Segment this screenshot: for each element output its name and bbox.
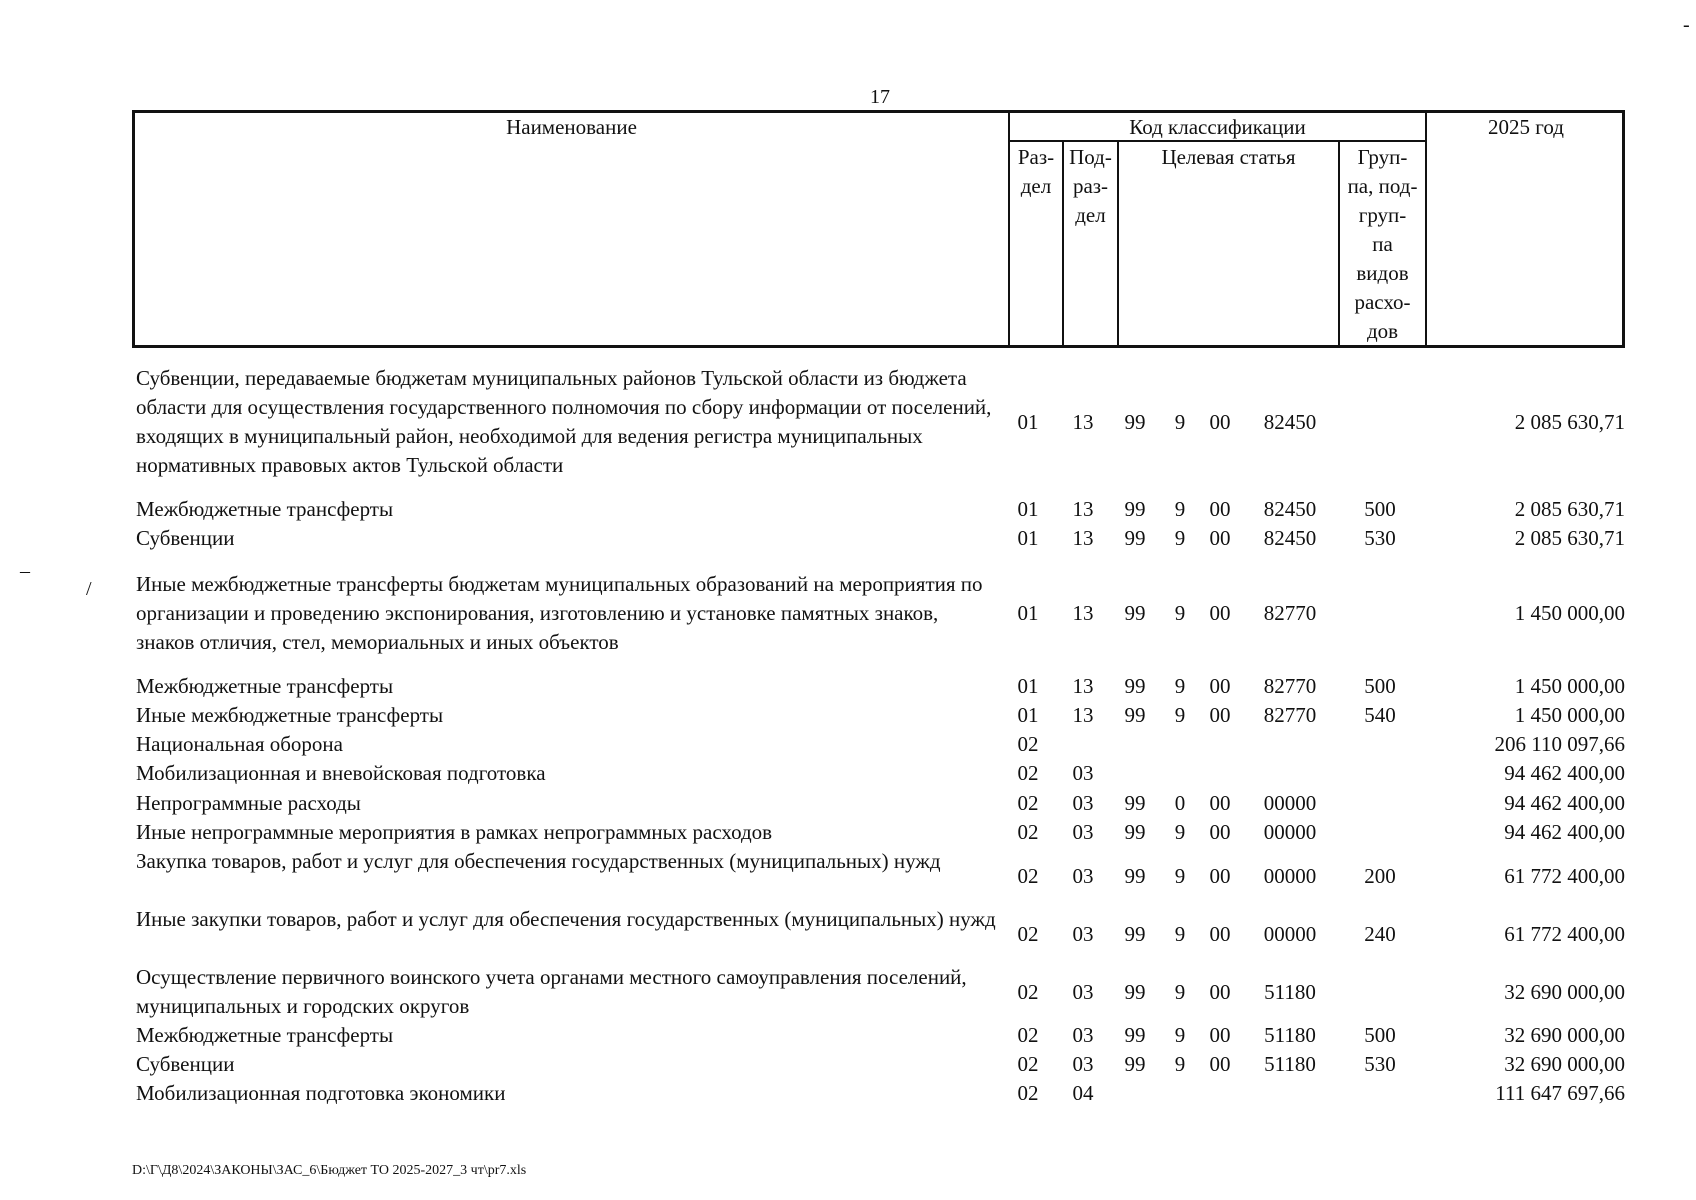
- row-code-t4: 00000: [1263, 791, 1317, 815]
- table-row: [0, 963, 1696, 1021]
- table-row: [0, 1079, 1696, 1108]
- row-amount: 32 690 000,00: [1504, 979, 1625, 1004]
- row-code-t1: 99: [1124, 791, 1146, 815]
- row-code-t1: 99: [1124, 820, 1146, 844]
- row-name: Иные закупки товаров, работ и услуг для обеспечения государственных (муниципальных) нужд: [136, 907, 996, 931]
- row-code-t3: 00: [1209, 979, 1231, 1004]
- row-code-vr: 240: [1364, 921, 1396, 946]
- row-code-rz: 02: [1017, 732, 1039, 756]
- row-code-t3: 00: [1209, 526, 1231, 550]
- row-amount: 1 450 000,00: [1514, 601, 1625, 625]
- row-name: Межбюджетные трансферты: [136, 674, 394, 698]
- row-code-t3: 00: [1209, 1052, 1231, 1076]
- row-name: Непрограммные расходы: [136, 791, 361, 815]
- row-code-pr: 13: [1072, 497, 1094, 521]
- row-code-t1: 99: [1124, 1023, 1146, 1047]
- row-code-t4: 00000: [1263, 921, 1317, 946]
- row-code-t3: 00: [1209, 820, 1231, 844]
- row-code-t4: 82770: [1263, 601, 1317, 625]
- row-code-t2: 9: [1174, 703, 1186, 727]
- row-code-rz: 01: [1017, 674, 1039, 698]
- row-amount: 32 690 000,00: [1504, 1052, 1625, 1076]
- page-number: 17: [870, 86, 890, 108]
- row-code-vr: 540: [1364, 703, 1396, 727]
- row-code-rz: 02: [1017, 1052, 1039, 1076]
- row-code-rz: 02: [1017, 921, 1039, 946]
- row-code-rz: 02: [1017, 791, 1039, 815]
- row-name: Межбюджетные трансферты: [136, 497, 394, 521]
- row-code-t1: 99: [1124, 674, 1146, 698]
- row-amount: 61 772 400,00: [1504, 863, 1625, 888]
- row-name: Иные непрограммные мероприятия в рамках непрограммных расходов: [136, 820, 773, 844]
- row-code-rz: 02: [1017, 1081, 1039, 1105]
- table-row: [0, 1021, 1696, 1050]
- table-row: [0, 789, 1696, 818]
- row-code-vr: 530: [1364, 526, 1396, 550]
- row-code-pr: 03: [1072, 863, 1094, 888]
- row-code-rz: 01: [1017, 409, 1039, 434]
- row-name: Субвенции, передаваемые бюджетам муниципальных районов Тульской области из бюджета области для осуществления государственного полномочия по сбору информации от поселений, входящих в муниципальный район, необходимой для ведения регистра муниципальных нормативных правовых актов Тульской области: [136, 366, 992, 477]
- row-code-t4: 82450: [1263, 409, 1317, 434]
- row-code-vr: 500: [1364, 1023, 1396, 1047]
- row-code-t1: 99: [1124, 497, 1146, 521]
- header-divider: [1117, 142, 1119, 348]
- row-code-pr: 13: [1072, 601, 1094, 625]
- header-code-group: Код классификации: [1129, 115, 1306, 139]
- margin-mark: ‒: [20, 560, 30, 582]
- row-code-pr: 13: [1072, 409, 1094, 434]
- row-code-t2: 9: [1174, 921, 1186, 946]
- row-code-t2: 9: [1174, 1052, 1186, 1076]
- row-amount: 94 462 400,00: [1504, 820, 1625, 844]
- header-divider: [1425, 113, 1427, 348]
- row-amount: 94 462 400,00: [1504, 791, 1625, 815]
- row-name: Осуществление первичного воинского учета органами местного самоуправления поселений, муниципальных и городских округов: [136, 965, 967, 1018]
- row-code-t2: 0: [1174, 791, 1186, 815]
- row-code-t3: 00: [1209, 674, 1231, 698]
- row-amount: 1 450 000,00: [1514, 674, 1625, 698]
- row-code-t4: 82770: [1263, 703, 1317, 727]
- row-code-t4: 51180: [1264, 979, 1316, 1004]
- row-code-pr: 03: [1072, 820, 1094, 844]
- row-code-rz: 02: [1017, 761, 1039, 785]
- row-code-t4: 51180: [1264, 1052, 1316, 1076]
- row-name: Закупка товаров, работ и услуг для обеспечения государственных (муниципальных) нужд: [136, 849, 941, 873]
- row-amount: 32 690 000,00: [1504, 1023, 1625, 1047]
- table-row: [0, 701, 1696, 730]
- header-target: Целевая статья: [1161, 145, 1296, 169]
- table-row: [0, 847, 1696, 905]
- row-code-t1: 99: [1124, 526, 1146, 550]
- row-code-pr: 03: [1072, 921, 1094, 946]
- row-amount: 206 110 097,66: [1494, 732, 1625, 756]
- row-name: Иные межбюджетные трансферты бюджетам муниципальных образований на мероприятия по организации и проведению экспонирования, изготовлению и установке памятных знаков, знаков отличия, стел, мемориальных и иных объектов: [136, 572, 983, 654]
- row-name: Субвенции: [136, 526, 235, 550]
- row-code-rz: 01: [1017, 703, 1039, 727]
- row-code-pr: 03: [1072, 979, 1094, 1004]
- row-code-rz: 02: [1017, 1023, 1039, 1047]
- row-code-pr: 13: [1072, 526, 1094, 550]
- table-row: [0, 905, 1696, 963]
- row-code-t3: 00: [1209, 921, 1231, 946]
- row-code-rz: 02: [1017, 979, 1039, 1004]
- row-amount: 61 772 400,00: [1504, 921, 1625, 946]
- row-code-t2: 9: [1174, 1023, 1186, 1047]
- row-code-pr: 13: [1072, 674, 1094, 698]
- row-code-t2: 9: [1174, 526, 1186, 550]
- header-name: Наименование: [506, 115, 637, 139]
- row-code-t1: 99: [1124, 921, 1146, 946]
- table-row: [0, 1050, 1696, 1079]
- table-row: [0, 818, 1696, 847]
- row-code-vr: 200: [1364, 863, 1396, 888]
- row-code-t3: 00: [1209, 703, 1231, 727]
- row-code-t2: 9: [1174, 674, 1186, 698]
- row-code-vr: 500: [1364, 674, 1396, 698]
- row-code-t1: 99: [1124, 409, 1146, 434]
- table-row: [0, 495, 1696, 524]
- table-row: [0, 759, 1696, 788]
- row-amount: 1 450 000,00: [1514, 703, 1625, 727]
- header-section: Раз- дел: [1017, 145, 1055, 198]
- row-name: Иные межбюджетные трансферты: [136, 703, 444, 727]
- row-code-rz: 01: [1017, 526, 1039, 550]
- row-name: Межбюджетные трансферты: [136, 1023, 394, 1047]
- table-row: [0, 730, 1696, 759]
- row-name: Мобилизационная подготовка экономики: [136, 1081, 506, 1105]
- row-name: Мобилизационная и вневойсковая подготовка: [136, 761, 546, 785]
- row-amount: 111 647 697,66: [1495, 1081, 1625, 1105]
- row-code-pr: 13: [1072, 703, 1094, 727]
- row-code-t1: 99: [1124, 601, 1146, 625]
- file-path: D:\Г\Д8\2024\ЗАКОНЫ\ЗАС_6\Бюджет ТО 2025-2027_3 чт\pr7.xls: [132, 1163, 527, 1178]
- row-code-t2: 9: [1174, 863, 1186, 888]
- row-name: Национальная оборона: [136, 732, 343, 756]
- row-code-rz: 01: [1017, 497, 1039, 521]
- row-code-t3: 00: [1209, 601, 1231, 625]
- row-code-t3: 00: [1209, 791, 1231, 815]
- row-code-pr: 03: [1072, 761, 1094, 785]
- row-code-t4: 00000: [1263, 820, 1317, 844]
- row-code-pr: 04: [1072, 1081, 1094, 1105]
- table-row: [0, 364, 1696, 480]
- row-code-rz: 02: [1017, 863, 1039, 888]
- row-code-t2: 9: [1174, 820, 1186, 844]
- row-name: Субвенции: [136, 1052, 235, 1076]
- margin-mark: -: [1683, 14, 1690, 36]
- row-code-t4: 82450: [1263, 526, 1317, 550]
- header-year: 2025 год: [1488, 115, 1564, 139]
- row-code-t4: 82450: [1263, 497, 1317, 521]
- row-code-vr: 500: [1364, 497, 1396, 521]
- row-code-t3: 00: [1209, 1023, 1231, 1047]
- header-subsection: Под- раз- дел: [1069, 145, 1112, 227]
- row-code-t2: 9: [1174, 601, 1186, 625]
- row-code-t2: 9: [1174, 979, 1186, 1004]
- row-code-t3: 00: [1209, 409, 1231, 434]
- row-code-pr: 03: [1072, 1052, 1094, 1076]
- row-code-t1: 99: [1124, 1052, 1146, 1076]
- row-code-t1: 99: [1124, 703, 1146, 727]
- row-code-pr: 03: [1072, 791, 1094, 815]
- row-code-t4: 82770: [1263, 674, 1317, 698]
- row-amount: 2 085 630,71: [1514, 526, 1625, 550]
- row-code-t4: 51180: [1264, 1023, 1316, 1047]
- row-code-vr: 530: [1364, 1052, 1396, 1076]
- row-code-t3: 00: [1209, 497, 1231, 521]
- table-header: [132, 110, 1625, 348]
- row-code-t2: 9: [1174, 497, 1186, 521]
- row-code-pr: 03: [1072, 1023, 1094, 1047]
- table-row: [0, 672, 1696, 701]
- row-code-rz: 02: [1017, 820, 1039, 844]
- row-code-t4: 00000: [1263, 863, 1317, 888]
- row-code-t1: 99: [1124, 979, 1146, 1004]
- row-code-t2: 9: [1174, 409, 1186, 434]
- row-amount: 2 085 630,71: [1514, 497, 1625, 521]
- header-group: Груп- па, под- груп- па видов расхо- дов: [1347, 145, 1418, 343]
- row-amount: 2 085 630,71: [1514, 409, 1625, 434]
- row-code-t1: 99: [1124, 863, 1146, 888]
- row-amount: 94 462 400,00: [1504, 761, 1625, 785]
- table-row: [0, 524, 1696, 553]
- table-row: [0, 570, 1696, 657]
- margin-mark: /: [86, 578, 92, 600]
- row-code-rz: 01: [1017, 601, 1039, 625]
- row-code-t3: 00: [1209, 863, 1231, 888]
